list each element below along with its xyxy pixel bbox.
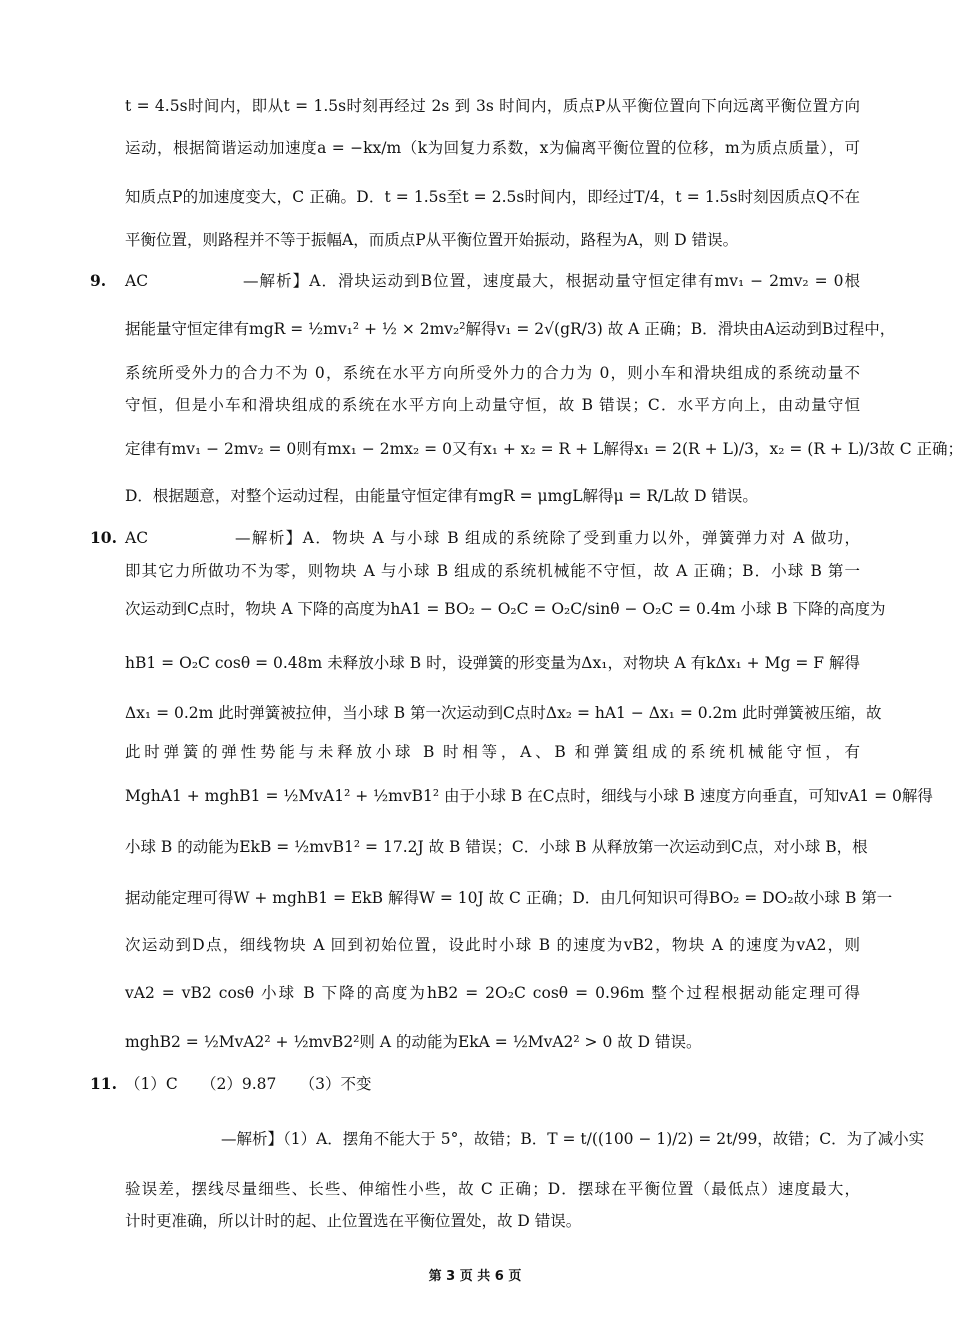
text-line: 据能量守恒定律有mgR = ½mv₁² + ½ × 2mv₂²解得v₁ = 2√(gR/3) 故 A 正确；B．滑块由A运动到B过程中， bbox=[125, 320, 896, 338]
page-footer: 第 3 页 共 6 页 bbox=[428, 1269, 522, 1284]
text-line: 次运动到D点，细线物块 A 回到初始位置，设此时小球 B 的速度为vB2，物块 A 的速度为vA2，则 bbox=[125, 936, 860, 954]
text-line: D．根据题意，对整个运动过程，由能量守恒定律有mgR = μmgL解得μ = R/L故 D 错误。 bbox=[125, 487, 758, 505]
text-line: mghB2 = ½MvA2² + ½mvB2²则 A 的动能为EkA = ½MvA2² > 0 故 D 错误。 bbox=[125, 1033, 702, 1051]
text-line: 守恒，但是小车和滑块组成的系统在水平方向上动量守恒，故 B 错误；C．水平方向上，由动量守恒 bbox=[125, 396, 860, 414]
text-line: Δx₁ = 0.2m 此时弹簧被拉伸，当小球 B 第一次运动到C点时Δx₂ = hA1 − Δx₁ = 0.2m 此时弹簧被压缩，故 bbox=[125, 704, 882, 722]
question-number-9: 9. bbox=[90, 271, 107, 290]
text-line: 系统所受外力的合力不为 0，系统在水平方向所受外力的合力为 0，则小车和滑块组成的系统动量不 bbox=[125, 364, 860, 382]
analysis-text-10: —解析】A．物块 A 与小球 B 组成的系统除了受到重力以外，弹簧弹力对 A 做功， bbox=[235, 529, 860, 547]
analysis-text-9: —解析】A．滑块运动到B位置，速度最大，根据动量守恒定律有mv₁ − 2mv₂ = 0根 bbox=[243, 272, 860, 290]
text-line: hB1 = O₂C cosθ = 0.48m 未释放小球 B 时，设弹簧的形变量为Δx₁，对物块 A 有kΔx₁ + Mg = F 解得 bbox=[125, 654, 860, 672]
text-line: 小球 B 的动能为EkB = ½mvB1² = 17.2J 故 B 错误；C．小球 B 从释放第一次运动到C点，对小球 B，根 bbox=[125, 838, 868, 856]
text-line: vA2 = vB2 cosθ 小球 B 下降的高度为hB2 = 2O₂C cosθ = 0.96m 整个过程根据动能定理可得 bbox=[125, 984, 860, 1002]
text-line: 定律有mv₁ − 2mv₂ = 0则有mx₁ − 2mx₂ = 0又有x₁ + x₂ = R + L解得x₁ = 2(R + L)/3，x₂ = (R + L)/3故 C 正确； bbox=[125, 440, 963, 458]
text-line: 计时更准确，所以计时的起、止位置选在平衡位置处，故 D 错误。 bbox=[125, 1212, 582, 1230]
text-line: 知质点P的加速度变大，C 正确。D．t = 1.5s至t = 2.5s时间内，即经过T/4，t = 1.5s时刻因质点Q不在 bbox=[125, 188, 860, 206]
text-line: 验误差，摆线尽量细些、长些、伸缩性小些，故 C 正确；D．摆球在平衡位置（最低点）速度最大， bbox=[125, 1180, 860, 1198]
text-line: 运动，根据简谐运动加速度a = −kx/m（k为回复力系数，x为偏离平衡位置的位移，m为质点质量），可 bbox=[125, 139, 860, 157]
text-line: t = 4.5s时间内，即从t = 1.5s时刻再经过 2s 到 3s 时间内，质点P从平衡位置向下向远离平衡位置方向 bbox=[125, 97, 860, 115]
text-line: MghA1 + mghB1 = ½MvA1² + ½mvB1² 由于小球 B 在C点时，细线与小球 B 速度方向垂直，可知vA1 = 0解得 bbox=[125, 787, 933, 805]
question-number-11: 11. bbox=[90, 1074, 117, 1093]
text-line: 即其它力所做功不为零，则物块 A 与小球 B 组成的系统机械能不守恒，故 A 正确；B．小球 B 第一 bbox=[125, 562, 860, 580]
question-answer-11: （1）C （2）9.87 （3）不变 bbox=[125, 1075, 372, 1093]
text-line: 此时弹簧的弹性势能与未释放小球 B 时相等，A、B 和弹簧组成的系统机械能守恒，有 bbox=[125, 743, 860, 761]
text-line: 平衡位置，则路程并不等于振幅A，而质点P从平衡位置开始振动，路程为A，则 D 错误。 bbox=[125, 231, 739, 249]
text-line: 次运动到C点时，物块 A 下降的高度为hA1 = BO₂ − O₂C = O₂C/sinθ − O₂C = 0.4m 小球 B 下降的高度为 bbox=[125, 600, 886, 618]
text-line: 据动能定理可得W + mghB1 = EkB 解得W = 10J 故 C 正确；D．由几何知识可得BO₂ = DO₂故小球 B 第一 bbox=[125, 889, 893, 907]
question-number-10: 10. bbox=[90, 528, 117, 547]
question-answer-10: AC bbox=[125, 529, 149, 547]
analysis-text-11: —解析】（1）A．摆角不能大于 5°，故错；B．T = t/((100 − 1)/2) = 2t/99，故错；C．为了减小实 bbox=[221, 1130, 925, 1148]
question-answer-9: AC bbox=[125, 272, 149, 290]
